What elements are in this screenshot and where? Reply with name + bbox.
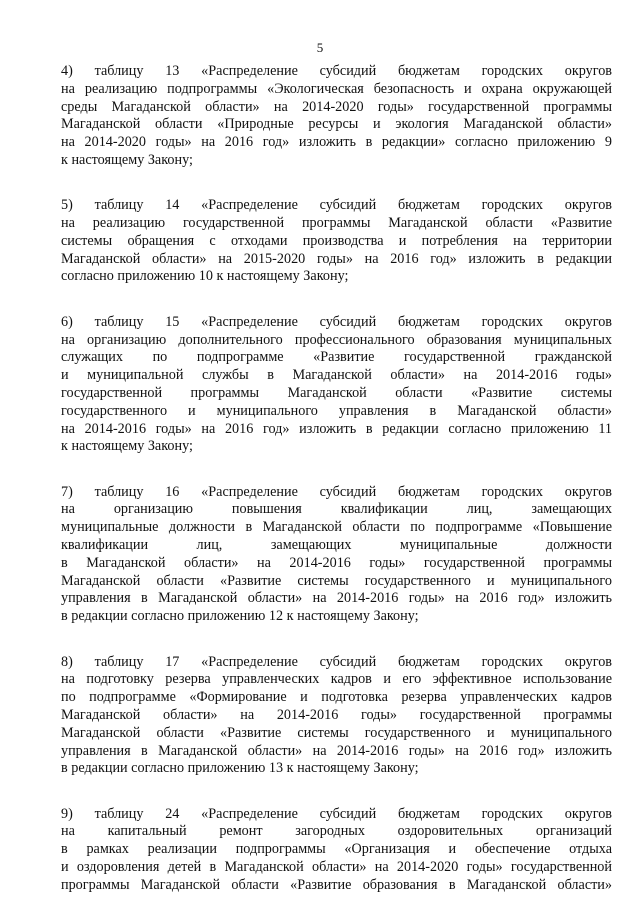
text-line: согласно приложению 10 к настоящему Закону;	[61, 268, 349, 285]
text-line: на подготовку резерва управленческих кадров и его эффективное использование	[61, 671, 612, 688]
text-line: на организацию повышения квалификации лиц, замещающих	[61, 501, 612, 518]
text-line: и муниципальной службы в Магаданской области» на 2014-2016 годы»	[61, 367, 612, 384]
text-line: программы Магаданской области «Развитие образования в Магаданской области»	[61, 876, 612, 893]
text-line: по подпрограмме «Формирование и подготовка резерва управленческих кадров	[61, 689, 612, 706]
text-line: на реализацию государственной программы Магаданской области «Развитие	[61, 215, 612, 232]
text-line: среды Магаданской области» на 2014-2020 годы» государственной программы	[61, 98, 612, 115]
amendment-item	[61, 654, 612, 779]
text-line: в Магаданской области» на 2014-2016 годы» государственной программы	[61, 554, 612, 571]
text-line: на организацию дополнительного профессионального образования муниципальных	[61, 331, 612, 348]
text-line: на 2014-2016 годы» на 2016 год» изложить в редакции согласно приложению 11	[61, 420, 612, 437]
text-line: к настоящему Закону;	[61, 151, 193, 168]
text-line: 6) таблицу 15 «Распределение субсидий бюджетам городских округов	[61, 313, 612, 330]
text-line: и оздоровления детей в Магаданской области» на 2014-2020 годы» государственной	[61, 858, 612, 875]
text-line: служащих по подпрограмме «Развитие государственной гражданской	[61, 349, 612, 366]
text-line: управления в Магаданской области» на 2014-2016 годы» на 2016 год» изложить	[61, 590, 612, 607]
text-line: системы обращения с отходами производства и потребления на территории	[61, 232, 612, 249]
text-line: управления в Магаданской области» на 2014-2016 годы» на 2016 год» изложить	[61, 742, 612, 759]
text-line: государственного и муниципального управления в Магаданской области»	[61, 402, 612, 419]
text-line: квалификации лиц, замещающих муниципальные должности	[61, 537, 612, 554]
text-line: 4) таблицу 13 «Распределение субсидий бюджетам городских округов	[61, 63, 612, 79]
text-line: на капитальный ремонт загородных оздоровительных организаций	[61, 823, 612, 840]
text-line: 7) таблицу 16 «Распределение субсидий бюджетам городских округов	[61, 483, 612, 500]
amendment-item	[61, 63, 612, 170]
amendment-item	[61, 314, 612, 456]
page-number: 5	[316, 40, 324, 55]
text-line: к настоящему Закону;	[61, 438, 193, 455]
text-line: в редакции согласно приложению 13 к настоящему Закону;	[61, 760, 419, 777]
text-line: муниципальные должности в Магаданской области по подпрограмме «Повышение	[61, 519, 612, 536]
text-line: Магаданской области «Развитие системы государственного и муниципального	[61, 572, 612, 589]
text-line: Магаданской области «Природные ресурсы и экология Магаданской области»	[61, 116, 612, 133]
text-line: 9) таблицу 24 «Распределение субсидий бюджетам городских округов	[61, 805, 612, 822]
text-line: 8) таблицу 17 «Распределение субсидий бюджетам городских округов	[61, 653, 612, 670]
amendment-item	[61, 197, 612, 286]
amendment-item	[61, 806, 612, 895]
text-line: на реализацию подпрограммы «Экологическая безопасность и охрана окружающей	[61, 80, 612, 97]
text-line: Магаданской области» на 2014-2016 годы» государственной программы	[61, 706, 612, 723]
text-line: Магаданской области» на 2015-2020 годы» на 2016 год» изложить в редакции	[61, 250, 612, 267]
amendment-item	[61, 484, 612, 626]
document-body	[61, 63, 612, 922]
text-line: в редакции согласно приложению 12 к настоящему Закону;	[61, 608, 419, 625]
text-line: на 2014-2020 годы» на 2016 год» изложить в редакции» согласно приложению 9	[61, 134, 612, 151]
text-line: государственной программы Магаданской области «Развитие системы	[61, 384, 612, 401]
text-line: в рамках реализации подпрограммы «Организация и обеспечение отдыха	[61, 841, 612, 858]
text-line: Магаданской области «Развитие системы государственного и муниципального	[61, 724, 612, 741]
text-line: 5) таблицу 14 «Распределение субсидий бюджетам городских округов	[61, 197, 612, 214]
